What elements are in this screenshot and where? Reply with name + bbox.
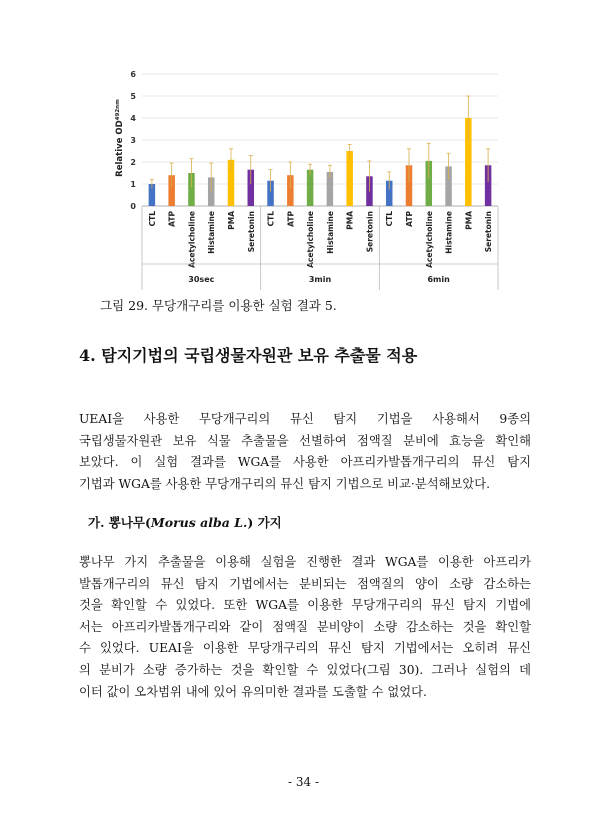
y-tick-labels [130,70,136,211]
y-tick-label: 5 [130,92,136,101]
category-label: Acetylcholine [424,211,434,268]
category-label: ATP [286,211,296,227]
paragraph-line: 서는 아프리카발톱개구리와 같이 점액질 분비양이 소량 감소하는 것을 확인할 [79,619,531,634]
bar-chart [100,60,510,300]
y-tick-label: 0 [130,202,136,211]
paragraph-line: 기법과 WGA를 사용한 무당개구리의 뮤신 탐지 기법으로 비교·분석해보았다. [79,476,491,491]
category-label: Seretonin [246,211,256,253]
category-labels [148,211,493,268]
y-tick-label: 2 [130,158,136,167]
category-label: ATP [167,211,177,227]
group-labels [188,275,450,284]
category-label: Acetylcholine [306,211,316,268]
category-label: CTL [385,211,395,227]
paragraph-line: UEAI을 사용한 무당개구리의 뮤신 탐지 기법을 사용해서 9종의 [79,412,531,426]
paragraph-line: 수 있었다. UEAI을 이용한 무당개구리의 뮤신 탐지 기법에서는 오히려 뮤신 [79,641,531,656]
y-axis-label-superscript: 492nm [115,99,121,121]
group-label: 6min [427,275,450,284]
chart-error-bars [150,96,490,192]
paragraph-line: 것을 확인할 수 있었다. 또한 WGA를 이용한 무당개구리의 뮤신 탐지 기법에 [79,598,531,613]
category-label: Seretonin [365,211,375,253]
category-label: Acetylcholine [187,211,197,268]
y-tick-label: 3 [130,136,136,145]
paragraph-line: 국립생물자원관 보유 식물 추출물을 선별하여 점액질 분비에 효능을 확인해 [79,433,531,448]
category-label: CTL [147,211,157,227]
category-label: Histamine [207,211,217,254]
group-label: 3min [308,275,332,284]
category-label: PMA [227,211,236,230]
y-tick-label: 4 [130,114,136,123]
category-label: CTL [266,211,276,227]
category-label: PMA [345,211,355,230]
paragraph-line: 의 분비가 소량 증가하는 것을 확인할 수 있었다(그림 30). 그러나 실험의 데 [79,662,531,677]
category-label: Histamine [325,211,335,254]
category-label: Seretonin [484,211,494,253]
section-title: 4. 탐지기법의 국립생물자원관 보유 추출물 적용 [79,346,418,365]
group-label: 30sec [188,275,215,284]
y-axis-label: Relative $OD^{492nm}$ [115,99,125,177]
category-label: PMA [464,211,474,230]
paragraph-results [79,552,531,703]
paragraph-line: 보았다. 이 실험 결과를 WGA를 사용한 아프리카발톱개구리의 뮤신 탐지 [79,455,531,470]
page-number: - 34 - [287,775,319,789]
y-tick-label: 6 [130,70,136,79]
category-label: ATP [405,211,414,227]
bar [346,151,353,206]
paragraph-line: 뽕나무 가지 추출물을 이용해 실험을 진행한 결과 WGA를 이용한 아프리카 [79,555,531,569]
figure-caption: 그림 29. 무당개구리를 이용한 실험 결과 5. [100,298,337,313]
chart-gridlines [142,74,498,206]
paragraph-line: 발톱개구리의 뮤신 탐지 기법에서는 분비되는 점액질의 양이 소량 감소하는 [79,576,531,591]
paragraph-line: 이터 값이 오차범위 내에 있어 유의미한 결과를 도출할 수 없었다. [79,684,427,699]
subsection-title: 가. 뽕나무(Morus alba L.) 가지 [88,515,282,530]
paragraph-intro [79,409,531,495]
species-name: Morus alba L. [150,515,248,530]
y-tick-label: 1 [130,180,136,189]
category-label: Histamine [444,211,454,254]
